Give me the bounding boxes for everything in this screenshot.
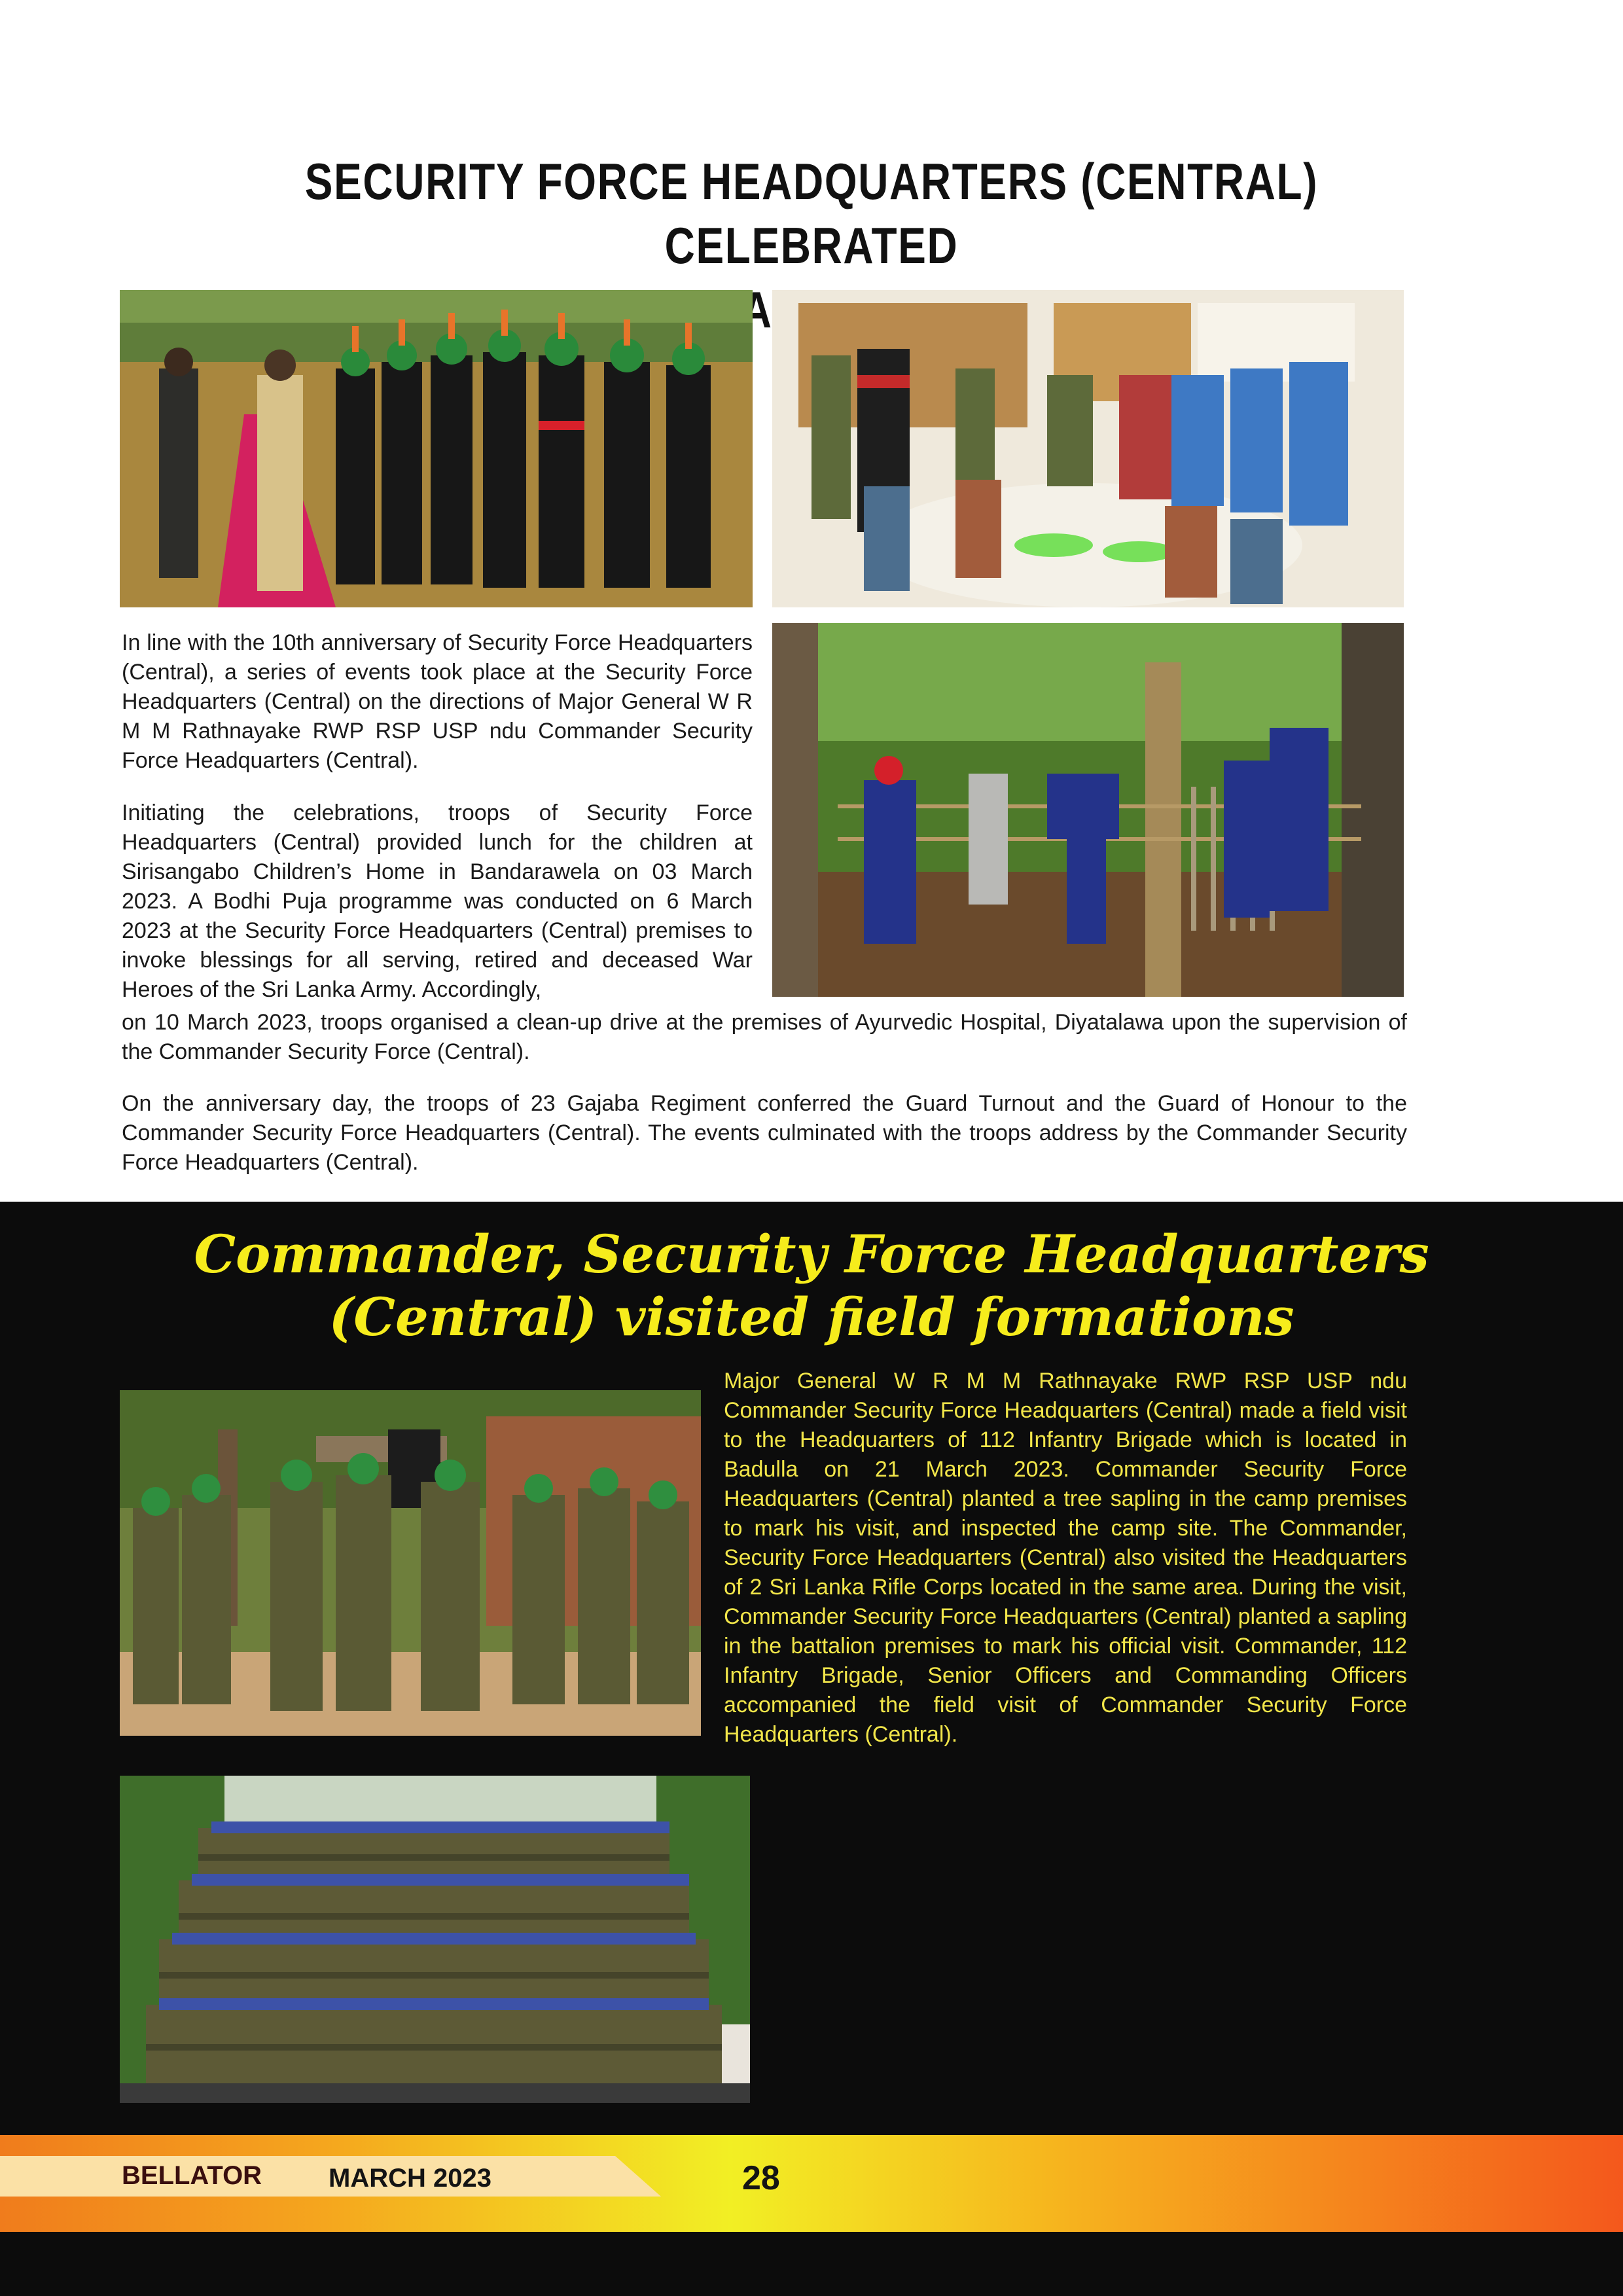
article1-paragraph-3: On the anniversary day, the troops of 23 Gajaba Regiment conferred the Guard Turnout and the Guard of Honour to the Commander Security Force Headquarters (Central). The events culminated with the troops address by the Commander Security Force Headquarters (Central). — [122, 1091, 1407, 1175]
magazine-name: BELLATOR — [122, 2161, 262, 2190]
article2-paragraph: Major General W R M M Rathnayake RWP RSP USP ndu Commander Security Force Headquarters (Central) made a field visit to the Headquarters of 112 Infantry Brigade which is located in Badulla on 21 March 2023. Commander Security Force Headquarters (Central) planted a tree sapling in the camp premises to mark his visit, and inspected the camp site. The Commander, Security Force Headquarters (Central) also visited the Headquarters of 2 Sri Lanka Rifle Corps located in the same area. During the visit, Commander Security Force Headquarters (Central) planted a sapling in the battalion premises to mark his official visit. Commander, 112 Infantry Brigade, Senior Officers and Commanding Officers accompanied the field visit of Commander Security Force Headquarters (Central). — [724, 1369, 1407, 1747]
article1-paragraph-2-part-2: on 10 March 2023, troops organised a clean-up drive at the premises of Ayurvedic Hospital, Diyatalawa upon the supervision of the Commander Security Force (Central). — [122, 1010, 1407, 1064]
article2-title-line-1: Commander, Security Force Headquarters — [194, 1223, 1429, 1285]
group-photo — [120, 1776, 750, 2103]
article2-title — [111, 1223, 1512, 1348]
article2-title-line-2: (Central) visited field formations — [329, 1286, 1294, 1348]
clean-up-drive-photo — [772, 623, 1404, 997]
guard-of-honour-photo — [120, 290, 753, 607]
article1-paragraph-1: In line with the 10th anniversary of Security Force Headquarters (Central), a series of events took place at the Security Force Headquarters (Central) on the directions of Major General W R M M Rathnayake RWP RSP USP ndu Commander Security Force Headquarters (Central). — [122, 630, 753, 773]
field-visit-photo — [120, 1390, 701, 1736]
page-number: 28 — [742, 2159, 780, 2197]
article1-paragraph-2-part-1: Initiating the celebrations, troops of Security Force Headquarters (Central) provided lunch for the children at Sirisangabo Children’s Home in Bandarawela on 03 March 2023. A Bodhi Puja programme was conducted on 6 March 2023 at the Security Force Headquarters (Central) premises to invoke blessings for all serving, retired and deceased War Heroes of the Sri Lanka Army. Accordingly, — [122, 800, 753, 1002]
issue-date: MARCH 2023 — [329, 2164, 491, 2193]
article-title-line-1: SECURITY FORCE HEADQUARTERS (CENTRAL) CELEBRATED — [304, 152, 1319, 274]
childrens-lunch-photo — [772, 290, 1404, 607]
